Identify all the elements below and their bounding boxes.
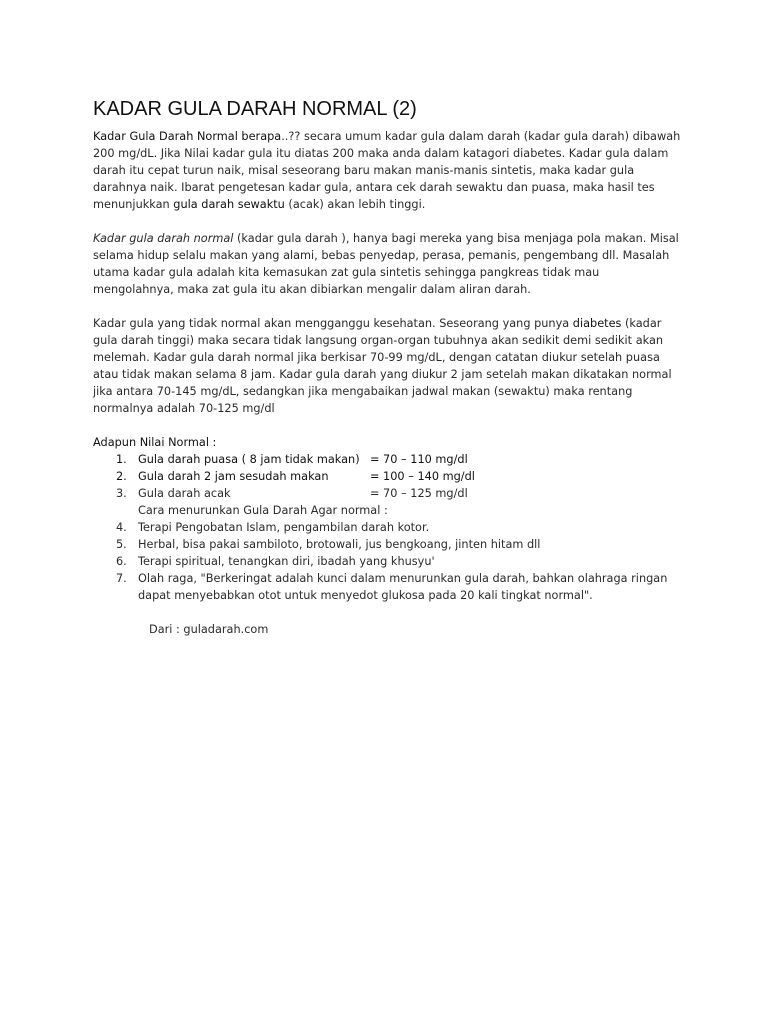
intro-lead: Kadar Gula Darah Normal berapa [93, 130, 282, 143]
list-number: 4. [116, 521, 127, 534]
list-number: 6. [116, 555, 127, 568]
list-item [93, 570, 683, 604]
tip-text: Herbal, bisa pakai sambiloto, brotowali, jus bengkoang, jinten hitam dll [138, 538, 541, 551]
intro-text-end: (acak) akan lebih tinggi. [284, 198, 426, 211]
list-item [93, 451, 683, 468]
list-number: 5. [116, 538, 127, 551]
list-item [93, 553, 683, 570]
tip-text: Terapi spiritual, tenangkan diri, ibadah yang khusyu' [138, 555, 435, 568]
abnormal-text: Kadar gula yang tidak normal akan mengganggu kesehatan. Seseorang yang punya [93, 317, 573, 330]
tips-list [93, 519, 683, 604]
abnormal-highlight: diabetes [572, 317, 622, 330]
paragraph-abnormal [93, 315, 683, 417]
range-value: = 100 – 140 mg/dl [370, 470, 475, 483]
list-number: 3. [116, 487, 127, 500]
page-title: KADAR GULA DARAH NORMAL (2) [93, 98, 417, 120]
intro-text: ..?? secara umum kadar gula dalam darah (kadar gula darah) dibawah 200 mg/dL. Jika Nilai kadar gula itu diatas 200 maka anda dalam katagori diabetes. Kadar gula dalam darah itu cepat turun naik, misal seseorang baru makan manis-manis sintetis, maka kadar gula darahnya naik. Ibarat pengetesan kadar gula, antara cek darah sewaktu dan puasa, maka hasil tes menunjukkan [93, 130, 681, 211]
source-credit: Dari : guladarah.com [149, 623, 269, 636]
cara-heading: Cara menurunkan Gula Darah Agar normal : [138, 504, 388, 517]
list-number: 7. [116, 572, 127, 585]
range-name: Gula darah acak [138, 487, 231, 500]
normal-values-list [93, 451, 683, 502]
document-body [93, 96, 683, 638]
list-item [93, 519, 683, 536]
tip-text: Olah raga, "Berkeringat adalah kunci dalam menurunkan gula darah, bahkan olahraga ringan dapat menyebabkan otot untuk menyedot glukosa pada 20 kali tingkat normal". [138, 572, 668, 602]
normal-lead: Kadar gula darah normal [93, 232, 234, 245]
list-item [93, 485, 683, 502]
list-number: 2. [116, 470, 127, 483]
tip-text: Terapi Pengobatan Islam, pengambilan darah kotor. [138, 521, 430, 534]
range-value: = 70 – 110 mg/dl [370, 453, 468, 466]
intro-highlight: gula darah sewaktu [173, 198, 285, 211]
normal-text: (kadar gula darah ), hanya bagi mereka yang bisa menjaga pola makan. Misal selama hidup selalu makan yang alami, bebas penyedap, perasa, pemanis, pengembang dll. Masalah utama kadar gula adalah kita kemasukan zat gula sintetis sehingga pangkreas tidak mau mengolahnya, maka zat gula itu akan dibiarkan mengalir dalam aliran darah. [93, 232, 679, 296]
paragraph-intro [93, 128, 683, 213]
list-number: 1. [116, 453, 127, 466]
abnormal-text-end: (kadar gula darah tinggi) maka secara tidak langsung organ-organ tubuhnya akan sedikit demi sedikit akan melemah. Kadar gula darah normal jika berkisar 70-99 mg/dL, dengan catatan diukur setelah puasa atau tidak makan selama 8 jam. Kadar gula darah yang diukur 2 jam setelah makan dikatakan normal jika antara 70-145 mg/dL, sedangkan jika mengabaikan jadwal makan (sewaktu) maka rentang normalnya adalah 70-125 mg/dl [93, 317, 672, 415]
list-intro: Adapun Nilai Normal : [93, 436, 217, 449]
list-item [93, 468, 683, 485]
list-item [93, 536, 683, 553]
range-name: Gula darah puasa ( 8 jam tidak makan) [138, 453, 360, 466]
paragraph-normal [93, 230, 683, 298]
range-value: = 70 – 125 mg/dl [370, 487, 468, 500]
range-name: Gula darah 2 jam sesudah makan [138, 470, 329, 483]
